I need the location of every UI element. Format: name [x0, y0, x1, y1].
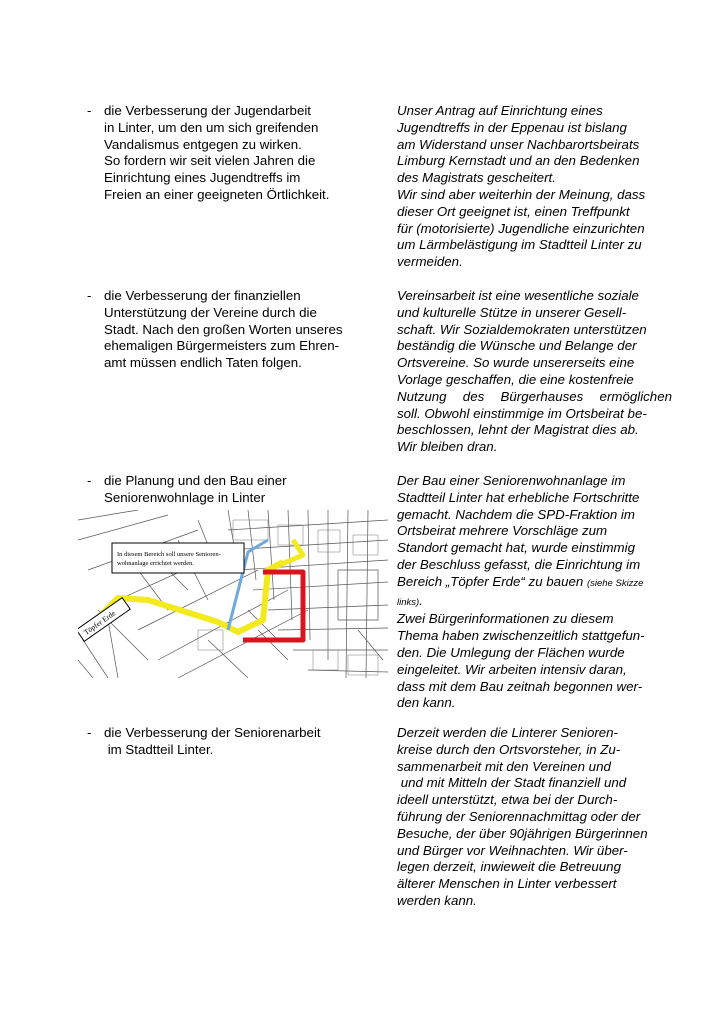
status-line: Ortsbeirat mehrere Vorschläge zum — [397, 523, 608, 539]
demand-line: Vandalismus entgegen zu wirken. — [104, 136, 302, 152]
status-line — [397, 593, 672, 612]
list-dash: - — [87, 473, 92, 488]
status-line: Derzeit werden die Linterer Senioren- — [397, 725, 618, 740]
status-line: des Magistrats gescheitert. — [397, 170, 556, 186]
demand-line: die Verbesserung der Seniorenarbeit — [104, 725, 321, 740]
status-line: beschlossen, lehnt der Magistrat dies ab. — [397, 422, 639, 438]
status-line: Ortsvereine. So wurde unsererseits eine — [397, 355, 635, 371]
site-map-sketch — [78, 510, 388, 678]
map-callout-box — [112, 543, 244, 573]
demand-line: Stadt. Nach den großen Worten unseres — [104, 321, 343, 337]
street-label: Töpfer Erde — [82, 608, 118, 637]
status-line: Unser Antrag auf Einrichtung eines — [397, 103, 603, 118]
demand-text — [104, 725, 389, 759]
status-line: Nutzung des Bürgerhauses ermöglichen — [397, 388, 672, 404]
status-line: soll. Obwohl einstimmige im Ortsbeirat be- — [397, 405, 647, 421]
demand-text — [104, 473, 389, 507]
status-line: schaft. Wir Sozialdemokraten unterstützen — [397, 321, 647, 337]
status-line: der Beschluss gefasst, die Einrichtung im — [397, 556, 641, 572]
status-line: eingeleitet. Wir arbeiten intensiv daran, — [397, 661, 627, 677]
demand-line: ehemaligen Bürgermeisters zum Ehren- — [104, 338, 340, 354]
map-callout-line: wohnanlage errichtet werden. — [117, 560, 195, 567]
status-line: Vorlage geschaffen, die eine kostenfreie — [397, 371, 634, 387]
demand-line: Seniorenwohnlage in Linter — [104, 489, 266, 505]
sentence-end: . — [419, 592, 423, 608]
status-text — [397, 288, 672, 456]
status-line: führung der Seniorennachmittag oder der — [397, 808, 641, 824]
list-dash: - — [87, 288, 92, 303]
status-line: den kann. — [397, 695, 456, 711]
status-text — [397, 725, 672, 910]
status-line: beständig die Wünsche und Belange der — [397, 338, 637, 354]
demand-line: die Verbesserung der finanziellen — [104, 288, 301, 303]
status-line: Vereinsarbeit ist eine wesentliche soziale — [397, 288, 639, 303]
demand-line: Freien an einer geeigneten Örtlichkeit. — [104, 186, 330, 202]
map-callout-line: In diesem Bereich soll unsere Senioren- — [117, 551, 221, 558]
status-line: Stadtteil Linter hat erhebliche Fortschritte — [397, 489, 640, 505]
demand-line: in Linter, um den um sich greifenden — [104, 119, 319, 135]
status-line: und kulturelle Stütze in unserer Gesell- — [397, 304, 627, 320]
status-line: Standort gemacht hat, wurde einstimmig — [397, 540, 635, 556]
status-line: für (motorisierte) Jugendliche einzurichten — [397, 220, 645, 236]
status-line — [397, 574, 672, 593]
status-line: und Bürger vor Weihnachten. Wir über- — [397, 842, 628, 858]
status-line: gemacht. Nachdem die SPD-Fraktion im — [397, 506, 635, 522]
status-line-main: Bereich „Töpfer Erde“ zu bauen — [397, 573, 584, 589]
list-dash: - — [87, 725, 92, 740]
status-line: vermeiden. — [397, 254, 463, 270]
demand-text — [104, 288, 389, 372]
status-line: Der Bau einer Seniorenwohnanlage im — [397, 473, 626, 488]
status-text — [397, 103, 672, 271]
status-line: kreise durch den Ortsvorsteher, in Zu- — [397, 741, 621, 757]
demand-line: Unterstützung der Vereine durch die — [104, 304, 317, 320]
status-line: Limburg Kernstadt und an den Bedenken — [397, 153, 640, 169]
status-line: ideell unterstützt, etwa bei der Durch- — [397, 792, 618, 808]
status-line: Wir bleiben dran. — [397, 439, 498, 455]
status-line: Jugendtreffs in der Eppenau ist bislang — [397, 119, 627, 135]
status-line: den. Die Umlegung der Flächen wurde — [397, 644, 625, 660]
demand-line: die Planung und den Bau einer — [104, 473, 287, 488]
demand-line: So fordern wir seit vielen Jahren die — [104, 153, 316, 169]
status-line: älterer Menschen in Linter verbessert — [397, 876, 617, 892]
status-line: um Lärmbelästigung im Stadtteil Linter zu — [397, 237, 642, 253]
status-line: werden kann. — [397, 892, 477, 908]
sketch-reference-end: links) — [397, 596, 420, 608]
status-line: Thema haben zwischenzeitlich stattgefun- — [397, 628, 645, 644]
demand-text — [104, 103, 389, 204]
list-dash: - — [87, 103, 92, 118]
sketch-reference: (siehe Skizze — [586, 577, 644, 589]
status-line: Besuche, der über 90jährigen Bürgerinnen — [397, 825, 648, 841]
demand-line: die Verbesserung der Jugendarbeit — [104, 103, 311, 118]
demand-line: Einrichtung eines Jugendtreffs im — [104, 170, 301, 186]
status-line: legen derzeit, inwieweit die Betreuung — [397, 859, 621, 875]
status-line: und mit Mitteln der Stadt finanziell und — [397, 775, 627, 791]
status-line: sammenarbeit mit den Vereinen und — [397, 758, 611, 774]
status-text — [397, 473, 672, 712]
status-line: Zwei Bürgerinformationen zu diesem — [397, 611, 614, 627]
status-line: Wir sind aber weiterhin der Meinung, dass — [397, 186, 646, 202]
status-line: am Widerstand unser Nachbarortsbeirats — [397, 136, 640, 152]
demand-line: im Stadtteil Linter. — [104, 741, 214, 757]
demand-line: amt müssen endlich Taten folgen. — [104, 355, 302, 371]
status-line: dass mit dem Bau zeitnah begonnen wer- — [397, 678, 643, 694]
status-line: dieser Ort geeignet ist, einen Treffpunkt — [397, 203, 630, 219]
